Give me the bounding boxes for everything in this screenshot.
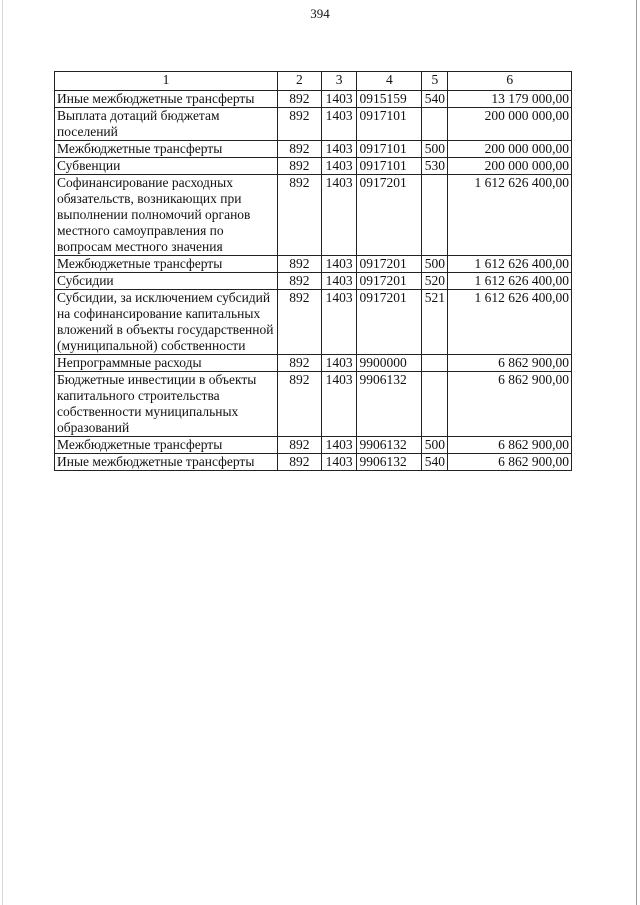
row-name: Выплата дотаций бюджетам поселений: [55, 108, 278, 141]
table-row: [55, 141, 572, 158]
row-name: Бюджетные инвестиции в объекты капитального строительства собственности муниципальных образований: [55, 372, 278, 437]
table-row: [55, 355, 572, 372]
row-name: Субсидии: [55, 273, 278, 290]
row-code-5: [422, 108, 448, 141]
row-code-5: [422, 355, 448, 372]
row-sum: 1 612 626 400,00: [448, 256, 572, 273]
row-code-5: 520: [422, 273, 448, 290]
row-code-5: [422, 372, 448, 437]
row-code-5: 500: [422, 141, 448, 158]
row-code-4: 9906132: [357, 437, 422, 454]
row-code-2: 892: [277, 91, 321, 108]
table-row: [55, 290, 572, 355]
row-code-5: 521: [422, 290, 448, 355]
row-name: Непрограммные расходы: [55, 355, 278, 372]
header-col-4: 4: [357, 72, 422, 91]
row-sum: 200 000 000,00: [448, 141, 572, 158]
row-code-4: 9906132: [357, 454, 422, 471]
row-code-4: 0917101: [357, 141, 422, 158]
row-code-3: 1403: [321, 454, 357, 471]
row-sum: 6 862 900,00: [448, 454, 572, 471]
row-sum: 6 862 900,00: [448, 372, 572, 437]
row-code-4: 0917201: [357, 256, 422, 273]
row-name: Софинансирование расходных обязательств, возникающих при выполнении полномочий органов местного самоуправления по вопросам местного значения: [55, 175, 278, 256]
table-row: [55, 372, 572, 437]
row-code-5: [422, 175, 448, 256]
row-sum: 200 000 000,00: [448, 108, 572, 141]
row-code-3: 1403: [321, 273, 357, 290]
header-col-2: 2: [277, 72, 321, 91]
scan-edge-right: [636, 0, 637, 905]
row-code-3: 1403: [321, 108, 357, 141]
row-sum: 1 612 626 400,00: [448, 273, 572, 290]
row-sum: 1 612 626 400,00: [448, 290, 572, 355]
header-col-1: 1: [55, 72, 278, 91]
row-sum: 1 612 626 400,00: [448, 175, 572, 256]
row-sum: 6 862 900,00: [448, 437, 572, 454]
row-name: Межбюджетные трансферты: [55, 437, 278, 454]
row-code-5: 540: [422, 454, 448, 471]
row-name: Иные межбюджетные трансферты: [55, 91, 278, 108]
row-code-2: 892: [277, 158, 321, 175]
table-row: [55, 158, 572, 175]
row-code-2: 892: [277, 290, 321, 355]
row-code-2: 892: [277, 256, 321, 273]
row-sum: 6 862 900,00: [448, 355, 572, 372]
row-code-2: 892: [277, 372, 321, 437]
row-name: Межбюджетные трансферты: [55, 141, 278, 158]
table-row: [55, 91, 572, 108]
row-sum: 13 179 000,00: [448, 91, 572, 108]
row-code-2: 892: [277, 141, 321, 158]
row-name: Субсидии, за исключением субсидий на софинансирование капитальных вложений в объекты государственной (муниципальной) собственности: [55, 290, 278, 355]
row-code-3: 1403: [321, 290, 357, 355]
row-name: Субвенции: [55, 158, 278, 175]
row-name: Межбюджетные трансферты: [55, 256, 278, 273]
row-code-4: 9906132: [357, 372, 422, 437]
row-code-2: 892: [277, 454, 321, 471]
row-code-5: 500: [422, 256, 448, 273]
table-row: [55, 437, 572, 454]
row-code-4: 0917201: [357, 290, 422, 355]
row-code-3: 1403: [321, 175, 357, 256]
row-code-3: 1403: [321, 141, 357, 158]
table-row: [55, 256, 572, 273]
row-code-4: 0915159: [357, 91, 422, 108]
row-code-2: 892: [277, 437, 321, 454]
row-code-3: 1403: [321, 437, 357, 454]
row-code-2: 892: [277, 355, 321, 372]
table-header-row: [55, 72, 572, 91]
row-code-2: 892: [277, 273, 321, 290]
table-row: [55, 175, 572, 256]
table-row: [55, 108, 572, 141]
row-code-5: 530: [422, 158, 448, 175]
row-code-3: 1403: [321, 372, 357, 437]
row-code-4: 0917201: [357, 175, 422, 256]
row-code-5: 500: [422, 437, 448, 454]
row-code-2: 892: [277, 108, 321, 141]
row-code-4: 0917101: [357, 108, 422, 141]
header-col-6: 6: [448, 72, 572, 91]
row-code-3: 1403: [321, 158, 357, 175]
row-code-3: 1403: [321, 355, 357, 372]
row-code-3: 1403: [321, 256, 357, 273]
row-code-2: 892: [277, 175, 321, 256]
table-row: [55, 273, 572, 290]
row-name: Иные межбюджетные трансферты: [55, 454, 278, 471]
header-col-3: 3: [321, 72, 357, 91]
row-code-4: 0917101: [357, 158, 422, 175]
row-code-4: 0917201: [357, 273, 422, 290]
budget-table: [54, 71, 572, 471]
row-code-4: 9900000: [357, 355, 422, 372]
scan-edge-left: [2, 0, 3, 905]
table-row: [55, 454, 572, 471]
row-code-3: 1403: [321, 91, 357, 108]
page-number: 394: [310, 6, 330, 21]
row-sum: 200 000 000,00: [448, 158, 572, 175]
header-col-5: 5: [422, 72, 448, 91]
row-code-5: 540: [422, 91, 448, 108]
